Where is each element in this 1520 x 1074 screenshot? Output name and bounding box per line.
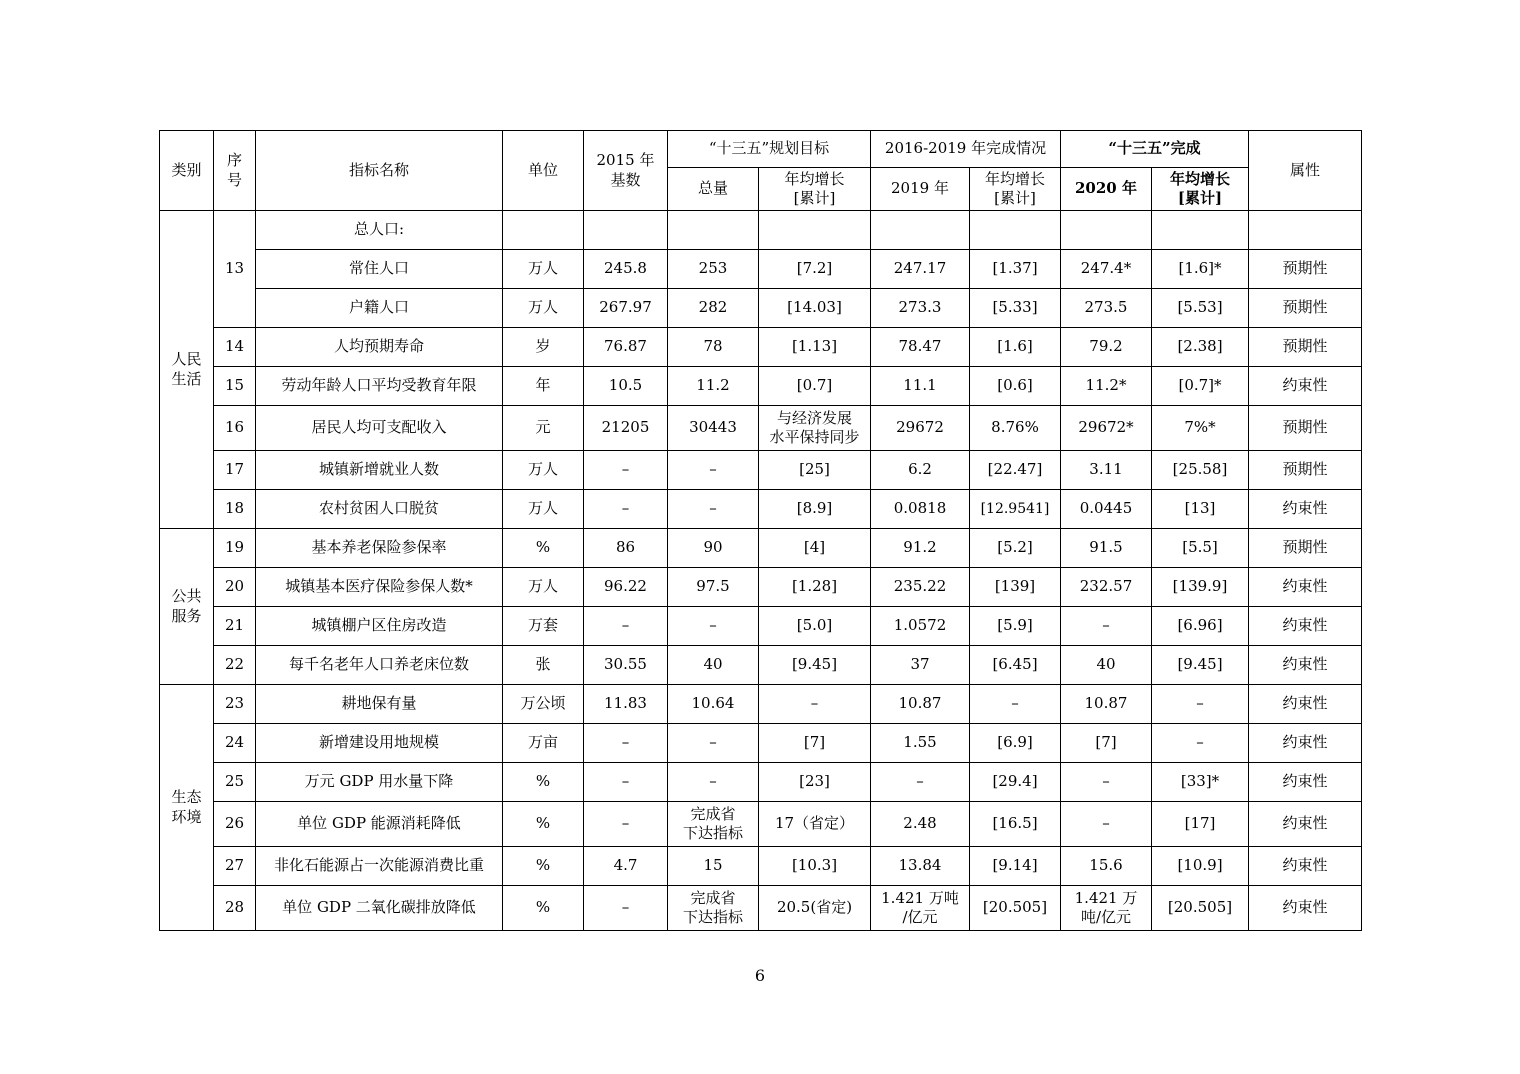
attribute-cell: 预期性	[1249, 529, 1362, 568]
unit-cell: 张	[503, 646, 584, 685]
header-category: 类别	[160, 131, 214, 211]
value-2019-cell: 10.87	[871, 685, 970, 724]
plan-total-cell: 90	[668, 529, 759, 568]
table-row	[160, 607, 1362, 646]
base-cell: 267.97	[584, 289, 668, 328]
growth-2019-cell: [6.45]	[970, 646, 1061, 685]
plan-total-cell: 11.2	[668, 367, 759, 406]
header-completion: “十三五”完成	[1061, 131, 1249, 168]
growth-2019-cell: [12.9541]	[970, 490, 1061, 529]
value-2020-cell: –	[1061, 607, 1152, 646]
indicator-name-cell: 单位 GDP 二氧化碳排放降低	[256, 886, 503, 931]
growth-2020-cell: [1.6]*	[1152, 250, 1249, 289]
value-2020-cell: [7]	[1061, 724, 1152, 763]
value-2019-cell: 11.1	[871, 367, 970, 406]
plan-total-cell: –	[668, 607, 759, 646]
value-2020-cell: 11.2*	[1061, 367, 1152, 406]
category-cell: 生态环境	[160, 685, 214, 931]
attribute-cell: 约束性	[1249, 847, 1362, 886]
value-2020-cell: 232.57	[1061, 568, 1152, 607]
value-2020-cell: 0.0445	[1061, 490, 1152, 529]
plan-growth-cell: [4]	[759, 529, 871, 568]
growth-2020-cell: [5.5]	[1152, 529, 1249, 568]
unit-cell: 万人	[503, 289, 584, 328]
unit-cell: 岁	[503, 328, 584, 367]
plan-total-cell: –	[668, 724, 759, 763]
growth-2020-cell: [25.58]	[1152, 451, 1249, 490]
growth-2020-cell: [2.38]	[1152, 328, 1249, 367]
attribute-cell: 约束性	[1249, 490, 1362, 529]
indicator-name-cell: 单位 GDP 能源消耗降低	[256, 802, 503, 847]
plan-growth-cell: [0.7]	[759, 367, 871, 406]
header-row-1	[160, 131, 1362, 168]
unit-cell: 万亩	[503, 724, 584, 763]
value-2019-cell: 6.2	[871, 451, 970, 490]
value-2019-cell	[871, 211, 970, 250]
plan-growth-cell: [5.0]	[759, 607, 871, 646]
table-row	[160, 568, 1362, 607]
plan-growth-cell: [14.03]	[759, 289, 871, 328]
attribute-cell: 约束性	[1249, 607, 1362, 646]
plan-growth-cell: [7]	[759, 724, 871, 763]
header-progress-growth: 年均增长 [累计]	[970, 168, 1061, 211]
plan-growth-cell: [10.3]	[759, 847, 871, 886]
base-cell: 30.55	[584, 646, 668, 685]
header-year-2019: 2019 年	[871, 168, 970, 211]
attribute-cell: 预期性	[1249, 406, 1362, 451]
seq-cell: 16	[214, 406, 256, 451]
plan-growth-cell: [9.45]	[759, 646, 871, 685]
growth-2019-cell: [29.4]	[970, 763, 1061, 802]
plan-total-cell: 完成省 下达指标	[668, 802, 759, 847]
indicator-name-cell: 每千名老年人口养老床位数	[256, 646, 503, 685]
growth-2020-cell: [33]*	[1152, 763, 1249, 802]
growth-2019-cell: [6.9]	[970, 724, 1061, 763]
growth-2020-cell: [6.96]	[1152, 607, 1249, 646]
plan-total-cell: 282	[668, 289, 759, 328]
base-cell	[584, 211, 668, 250]
growth-2019-cell: [5.33]	[970, 289, 1061, 328]
plan-growth-cell: [8.9]	[759, 490, 871, 529]
header-plan-target: “十三五”规划目标	[668, 131, 871, 168]
table-row	[160, 763, 1362, 802]
indicator-name-cell: 农村贫困人口脱贫	[256, 490, 503, 529]
value-2019-cell: 1.0572	[871, 607, 970, 646]
seq-cell: 15	[214, 367, 256, 406]
plan-growth-cell	[759, 211, 871, 250]
plan-total-cell: 15	[668, 847, 759, 886]
header-base-2015: 2015 年基数	[584, 131, 668, 211]
growth-2020-cell: –	[1152, 724, 1249, 763]
base-cell: –	[584, 886, 668, 931]
value-2019-cell: 1.421 万吨 /亿元	[871, 886, 970, 931]
header-plan-growth: 年均增长 [累计]	[759, 168, 871, 211]
value-2019-cell: 2.48	[871, 802, 970, 847]
seq-cell: 20	[214, 568, 256, 607]
header-indicator-name: 指标名称	[256, 131, 503, 211]
unit-cell: 元	[503, 406, 584, 451]
value-2020-cell: 79.2	[1061, 328, 1152, 367]
attribute-cell: 约束性	[1249, 802, 1362, 847]
attribute-cell: 约束性	[1249, 685, 1362, 724]
value-2020-cell	[1061, 211, 1152, 250]
base-cell: 76.87	[584, 328, 668, 367]
indicator-name-cell: 城镇基本医疗保险参保人数*	[256, 568, 503, 607]
indicator-name-cell: 非化石能源占一次能源消费比重	[256, 847, 503, 886]
attribute-cell: 约束性	[1249, 724, 1362, 763]
header-completion-growth: 年均增长 [累计]	[1152, 168, 1249, 211]
plan-growth-cell: 20.5(省定)	[759, 886, 871, 931]
plan-total-cell	[668, 211, 759, 250]
table-row	[160, 451, 1362, 490]
plan-total-cell: 10.64	[668, 685, 759, 724]
attribute-cell: 约束性	[1249, 646, 1362, 685]
table-row	[160, 211, 1362, 250]
value-2020-cell: 247.4*	[1061, 250, 1152, 289]
seq-cell: 19	[214, 529, 256, 568]
unit-cell: 年	[503, 367, 584, 406]
header-attribute: 属性	[1249, 131, 1362, 211]
header-unit: 单位	[503, 131, 584, 211]
growth-2020-cell: [10.9]	[1152, 847, 1249, 886]
table-row	[160, 490, 1362, 529]
attribute-cell: 约束性	[1249, 763, 1362, 802]
growth-2019-cell	[970, 211, 1061, 250]
plan-growth-cell: [1.13]	[759, 328, 871, 367]
table-row	[160, 646, 1362, 685]
plan-total-cell: 40	[668, 646, 759, 685]
value-2020-cell: 1.421 万 吨/亿元	[1061, 886, 1152, 931]
indicator-name-cell: 总人口:	[256, 211, 503, 250]
attribute-cell: 预期性	[1249, 451, 1362, 490]
growth-2020-cell: [20.505]	[1152, 886, 1249, 931]
seq-cell: 18	[214, 490, 256, 529]
seq-cell: 28	[214, 886, 256, 931]
unit-cell: %	[503, 886, 584, 931]
indicator-name-cell: 城镇新增就业人数	[256, 451, 503, 490]
value-2020-cell: 29672*	[1061, 406, 1152, 451]
base-cell: 10.5	[584, 367, 668, 406]
unit-cell: 万人	[503, 490, 584, 529]
growth-2020-cell: [139.9]	[1152, 568, 1249, 607]
indicator-name-cell: 居民人均可支配收入	[256, 406, 503, 451]
plan-growth-cell: [25]	[759, 451, 871, 490]
base-cell: 245.8	[584, 250, 668, 289]
indicator-name-cell: 劳动年龄人口平均受教育年限	[256, 367, 503, 406]
seq-cell: 14	[214, 328, 256, 367]
unit-cell: %	[503, 802, 584, 847]
unit-cell: 万人	[503, 568, 584, 607]
base-cell: –	[584, 607, 668, 646]
growth-2019-cell: [139]	[970, 568, 1061, 607]
growth-2019-cell: [16.5]	[970, 802, 1061, 847]
seq-cell: 23	[214, 685, 256, 724]
growth-2019-cell: [1.37]	[970, 250, 1061, 289]
seq-cell: 25	[214, 763, 256, 802]
table-row	[160, 250, 1362, 289]
plan-growth-cell: 与经济发展 水平保持同步	[759, 406, 871, 451]
base-cell: 86	[584, 529, 668, 568]
growth-2020-cell: 7%*	[1152, 406, 1249, 451]
value-2019-cell: 37	[871, 646, 970, 685]
seq-cell: 24	[214, 724, 256, 763]
unit-cell: 万公顷	[503, 685, 584, 724]
table-row	[160, 406, 1362, 451]
growth-2020-cell: [0.7]*	[1152, 367, 1249, 406]
value-2020-cell: –	[1061, 802, 1152, 847]
growth-2019-cell: [22.47]	[970, 451, 1061, 490]
plan-growth-cell: [1.28]	[759, 568, 871, 607]
value-2019-cell: 0.0818	[871, 490, 970, 529]
unit-cell: 万人	[503, 250, 584, 289]
growth-2020-cell	[1152, 211, 1249, 250]
attribute-cell	[1249, 211, 1362, 250]
seq-cell: 22	[214, 646, 256, 685]
table-row	[160, 847, 1362, 886]
plan-total-cell: 30443	[668, 406, 759, 451]
growth-2020-cell: [17]	[1152, 802, 1249, 847]
indicator-name-cell: 万元 GDP 用水量下降	[256, 763, 503, 802]
indicator-name-cell: 常住人口	[256, 250, 503, 289]
page-number: 6	[754, 966, 766, 985]
seq-cell: 13	[214, 211, 256, 328]
attribute-cell: 预期性	[1249, 250, 1362, 289]
value-2019-cell: 13.84	[871, 847, 970, 886]
indicator-name-cell: 人均预期寿命	[256, 328, 503, 367]
growth-2019-cell: [5.2]	[970, 529, 1061, 568]
value-2019-cell: 91.2	[871, 529, 970, 568]
header-year-2020: 2020 年	[1061, 168, 1152, 211]
header-seq: 序号	[214, 131, 256, 211]
table-row	[160, 724, 1362, 763]
value-2020-cell: 40	[1061, 646, 1152, 685]
value-2019-cell: 247.17	[871, 250, 970, 289]
growth-2019-cell: –	[970, 685, 1061, 724]
table-row	[160, 802, 1362, 847]
plan-total-cell: 完成省 下达指标	[668, 886, 759, 931]
plan-total-cell: 97.5	[668, 568, 759, 607]
value-2020-cell: –	[1061, 763, 1152, 802]
value-2020-cell: 10.87	[1061, 685, 1152, 724]
attribute-cell: 预期性	[1249, 289, 1362, 328]
growth-2019-cell: [5.9]	[970, 607, 1061, 646]
plan-growth-cell: [23]	[759, 763, 871, 802]
growth-2019-cell: 8.76%	[970, 406, 1061, 451]
header-progress-2016-2019: 2016-2019 年完成情况	[871, 131, 1061, 168]
category-cell: 公共服务	[160, 529, 214, 685]
growth-2019-cell: [1.6]	[970, 328, 1061, 367]
value-2020-cell: 3.11	[1061, 451, 1152, 490]
category-cell: 人民生活	[160, 211, 214, 529]
plan-growth-cell: –	[759, 685, 871, 724]
growth-2019-cell: [20.505]	[970, 886, 1061, 931]
plan-total-cell: –	[668, 763, 759, 802]
growth-2019-cell: [9.14]	[970, 847, 1061, 886]
attribute-cell: 约束性	[1249, 886, 1362, 931]
growth-2020-cell: [9.45]	[1152, 646, 1249, 685]
unit-cell	[503, 211, 584, 250]
unit-cell: 万人	[503, 451, 584, 490]
indicator-table	[159, 130, 1362, 931]
table-row	[160, 685, 1362, 724]
growth-2020-cell: [5.53]	[1152, 289, 1249, 328]
attribute-cell: 约束性	[1249, 568, 1362, 607]
value-2020-cell: 273.5	[1061, 289, 1152, 328]
unit-cell: %	[503, 763, 584, 802]
base-cell: 96.22	[584, 568, 668, 607]
value-2020-cell: 91.5	[1061, 529, 1152, 568]
seq-cell: 21	[214, 607, 256, 646]
base-cell: 21205	[584, 406, 668, 451]
base-cell: 11.83	[584, 685, 668, 724]
value-2019-cell: 29672	[871, 406, 970, 451]
value-2019-cell: 1.55	[871, 724, 970, 763]
attribute-cell: 预期性	[1249, 328, 1362, 367]
plan-total-cell: –	[668, 490, 759, 529]
value-2019-cell: 78.47	[871, 328, 970, 367]
plan-total-cell: –	[668, 451, 759, 490]
header-plan-total: 总量	[668, 168, 759, 211]
plan-total-cell: 78	[668, 328, 759, 367]
seq-cell: 17	[214, 451, 256, 490]
table-row	[160, 367, 1362, 406]
value-2019-cell: 235.22	[871, 568, 970, 607]
indicator-name-cell: 新增建设用地规模	[256, 724, 503, 763]
table-row	[160, 289, 1362, 328]
growth-2019-cell: [0.6]	[970, 367, 1061, 406]
unit-cell: 万套	[503, 607, 584, 646]
base-cell: –	[584, 763, 668, 802]
table-row	[160, 529, 1362, 568]
base-cell: –	[584, 802, 668, 847]
table-row	[160, 886, 1362, 931]
indicator-name-cell: 基本养老保险参保率	[256, 529, 503, 568]
base-cell: –	[584, 451, 668, 490]
seq-cell: 26	[214, 802, 256, 847]
attribute-cell: 约束性	[1249, 367, 1362, 406]
base-cell: 4.7	[584, 847, 668, 886]
table-row	[160, 328, 1362, 367]
indicator-name-cell: 户籍人口	[256, 289, 503, 328]
plan-growth-cell: 17（省定）	[759, 802, 871, 847]
unit-cell: %	[503, 529, 584, 568]
growth-2020-cell: –	[1152, 685, 1249, 724]
value-2020-cell: 15.6	[1061, 847, 1152, 886]
unit-cell: %	[503, 847, 584, 886]
plan-total-cell: 253	[668, 250, 759, 289]
growth-2020-cell: [13]	[1152, 490, 1249, 529]
plan-growth-cell: [7.2]	[759, 250, 871, 289]
value-2019-cell: 273.3	[871, 289, 970, 328]
base-cell: –	[584, 724, 668, 763]
base-cell: –	[584, 490, 668, 529]
indicator-name-cell: 城镇棚户区住房改造	[256, 607, 503, 646]
value-2019-cell: –	[871, 763, 970, 802]
seq-cell: 27	[214, 847, 256, 886]
indicator-name-cell: 耕地保有量	[256, 685, 503, 724]
